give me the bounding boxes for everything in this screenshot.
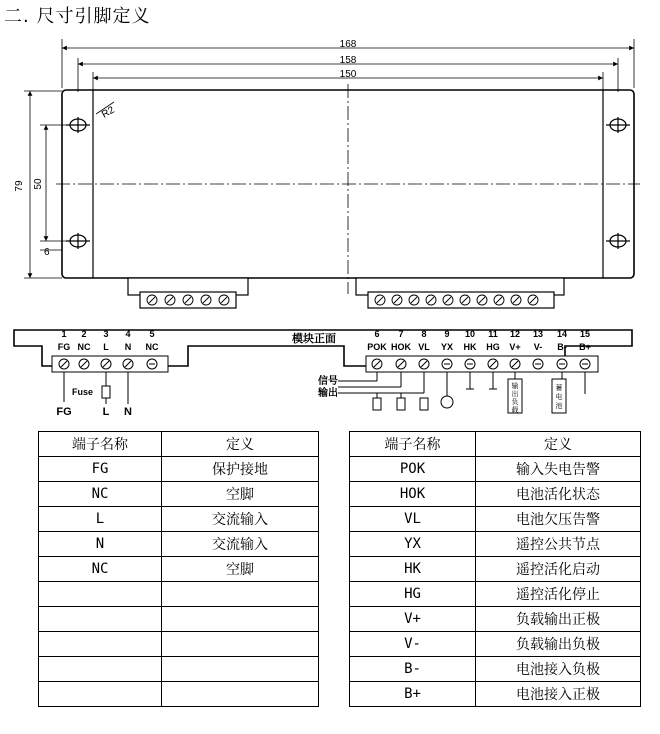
front-screw-row-left [52,356,168,372]
front-terminal-labels-left [58,329,159,352]
table-row [39,532,319,557]
terminal-num-10: 10 [464,329,476,339]
table-row [350,482,641,507]
terminal-num-4: 4 [125,329,131,339]
header-terminal-name: 端子名称 [350,432,476,457]
terminal-num-7: 7 [398,329,404,339]
terminal-block-right-top [356,278,564,308]
terminal-name: B- [350,657,476,682]
terminal-label-bminus: B- [557,342,567,352]
load-label-2: 出 [511,390,519,398]
terminal-label-yx: YX [440,342,454,352]
terminal-name: V+ [350,607,476,632]
table-row [350,657,641,682]
terminal-label-hk: HK [463,342,477,352]
terminal-definition: 输入失电告警 [476,457,641,482]
table-row [39,507,319,532]
header-definition: 定义 [476,432,641,457]
terminal-name [39,607,162,632]
terminal-definition: 电池活化状态 [476,482,641,507]
terminal-name: YX [350,532,476,557]
table-row [39,682,319,707]
ac-terminal-table [38,431,319,707]
terminal-definition: 负载输出负极 [476,632,641,657]
dimension-drawing [0,34,660,429]
signal-output-wiring [338,372,585,413]
table-row [39,457,319,482]
table-row [350,682,641,707]
terminal-num-13: 13 [532,329,544,339]
terminal-num-8: 8 [421,329,427,339]
terminal-definition: 交流输入 [162,507,319,532]
terminal-definition [162,607,319,632]
table-row [39,657,319,682]
terminal-name: V- [350,632,476,657]
terminal-label-vplus: V+ [509,342,521,352]
terminal-label-vminus: V- [533,342,543,352]
table-row [39,582,319,607]
terminal-definition [162,632,319,657]
front-panel-title: 模块正面 [292,332,336,345]
dim-158: 158 [339,55,357,66]
table-row [350,607,641,632]
dc-terminal-table [349,431,641,707]
terminal-num-12: 12 [509,329,521,339]
terminal-definition [162,682,319,707]
terminal-num-6: 6 [374,329,380,339]
table-row [39,557,319,582]
table-row [350,457,641,482]
table-row [39,482,319,507]
terminal-name: NC [39,557,162,582]
dim-6: 6 [44,247,50,258]
terminal-definition: 遥控活化停止 [476,582,641,607]
terminal-name: HOK [350,482,476,507]
terminal-definition [162,657,319,682]
battery-label-1: 蓄 [555,384,563,392]
terminal-num-11: 11 [488,329,498,339]
load-label-3: 负 [511,398,519,406]
terminal-definition: 保护接地 [162,457,319,482]
header-definition: 定义 [162,432,319,457]
front-terminal-labels-right [367,329,591,352]
terminal-name [39,657,162,682]
terminal-name: HK [350,557,476,582]
output-label: 输出 [318,388,338,399]
radius-label: R2 [100,104,117,121]
table-header-row [350,432,641,457]
table-row [350,557,641,582]
terminal-label-hok: HOK [391,342,411,352]
table-row [350,582,641,607]
terminal-num-3: 3 [103,329,109,339]
terminal-definition: 遥控公共节点 [476,532,641,557]
bottom-label-n: N [124,406,132,418]
terminal-name [39,682,162,707]
terminal-name: B+ [350,682,476,707]
terminal-definition: 电池接入负极 [476,657,641,682]
bottom-label-fg: FG [56,406,72,418]
terminal-definition: 电池接入正极 [476,682,641,707]
dim-168: 168 [339,39,357,50]
dim-79: 79 [14,180,25,192]
terminal-num-9: 9 [444,329,450,339]
table-row [350,507,641,532]
table-row [350,532,641,557]
terminal-name: NC [39,482,162,507]
table-header-row [39,432,319,457]
module-outline [56,84,640,294]
terminal-name [39,632,162,657]
terminal-label-bplus: B+ [579,342,591,352]
load-label-4: 载 [511,406,519,414]
terminal-label-vl: VL [418,342,430,352]
table-row [350,632,641,657]
terminal-definition: 负载输出正极 [476,607,641,632]
battery-label-2: 电 [555,393,563,401]
terminal-block-left-top [128,278,248,308]
dim-50: 50 [33,178,44,190]
terminal-name: HG [350,582,476,607]
terminal-definition: 电池欠压告警 [476,507,641,532]
terminal-num-15: 15 [579,329,591,339]
front-screw-row-right [366,356,598,372]
load-label-1: 输 [511,382,519,390]
terminal-label-nc: NC [77,342,91,352]
dim-150: 150 [339,69,357,80]
battery-label-3: 池 [555,402,563,410]
table-row [39,607,319,632]
terminal-num-2: 2 [81,329,87,339]
terminal-num-5: 5 [149,329,155,339]
terminal-name: POK [350,457,476,482]
terminal-definition: 遥控活化启动 [476,557,641,582]
terminal-label-fg: FG [57,342,71,352]
terminal-label-nc2: NC [145,342,159,352]
terminal-name: N [39,532,162,557]
terminal-definition: 交流输入 [162,532,319,557]
terminal-name: FG [39,457,162,482]
terminal-name [39,582,162,607]
fuse-label: Fuse [72,387,94,397]
terminal-definition: 空脚 [162,557,319,582]
page-heading: 二. 尺寸引脚定义 [4,6,151,27]
terminal-name: L [39,507,162,532]
terminal-num-14: 14 [556,329,568,339]
terminal-label-pok: POK [367,342,387,352]
terminal-name: VL [350,507,476,532]
terminal-definition [162,582,319,607]
terminal-definition: 空脚 [162,482,319,507]
terminal-num-1: 1 [61,329,67,339]
header-terminal-name: 端子名称 [39,432,162,457]
bottom-label-l: L [102,406,110,418]
terminal-label-l: L [103,342,109,352]
table-row [39,632,319,657]
terminal-label-n: N [124,342,132,352]
terminal-label-hg: HG [486,342,500,352]
signal-label: 信号 [318,376,338,387]
